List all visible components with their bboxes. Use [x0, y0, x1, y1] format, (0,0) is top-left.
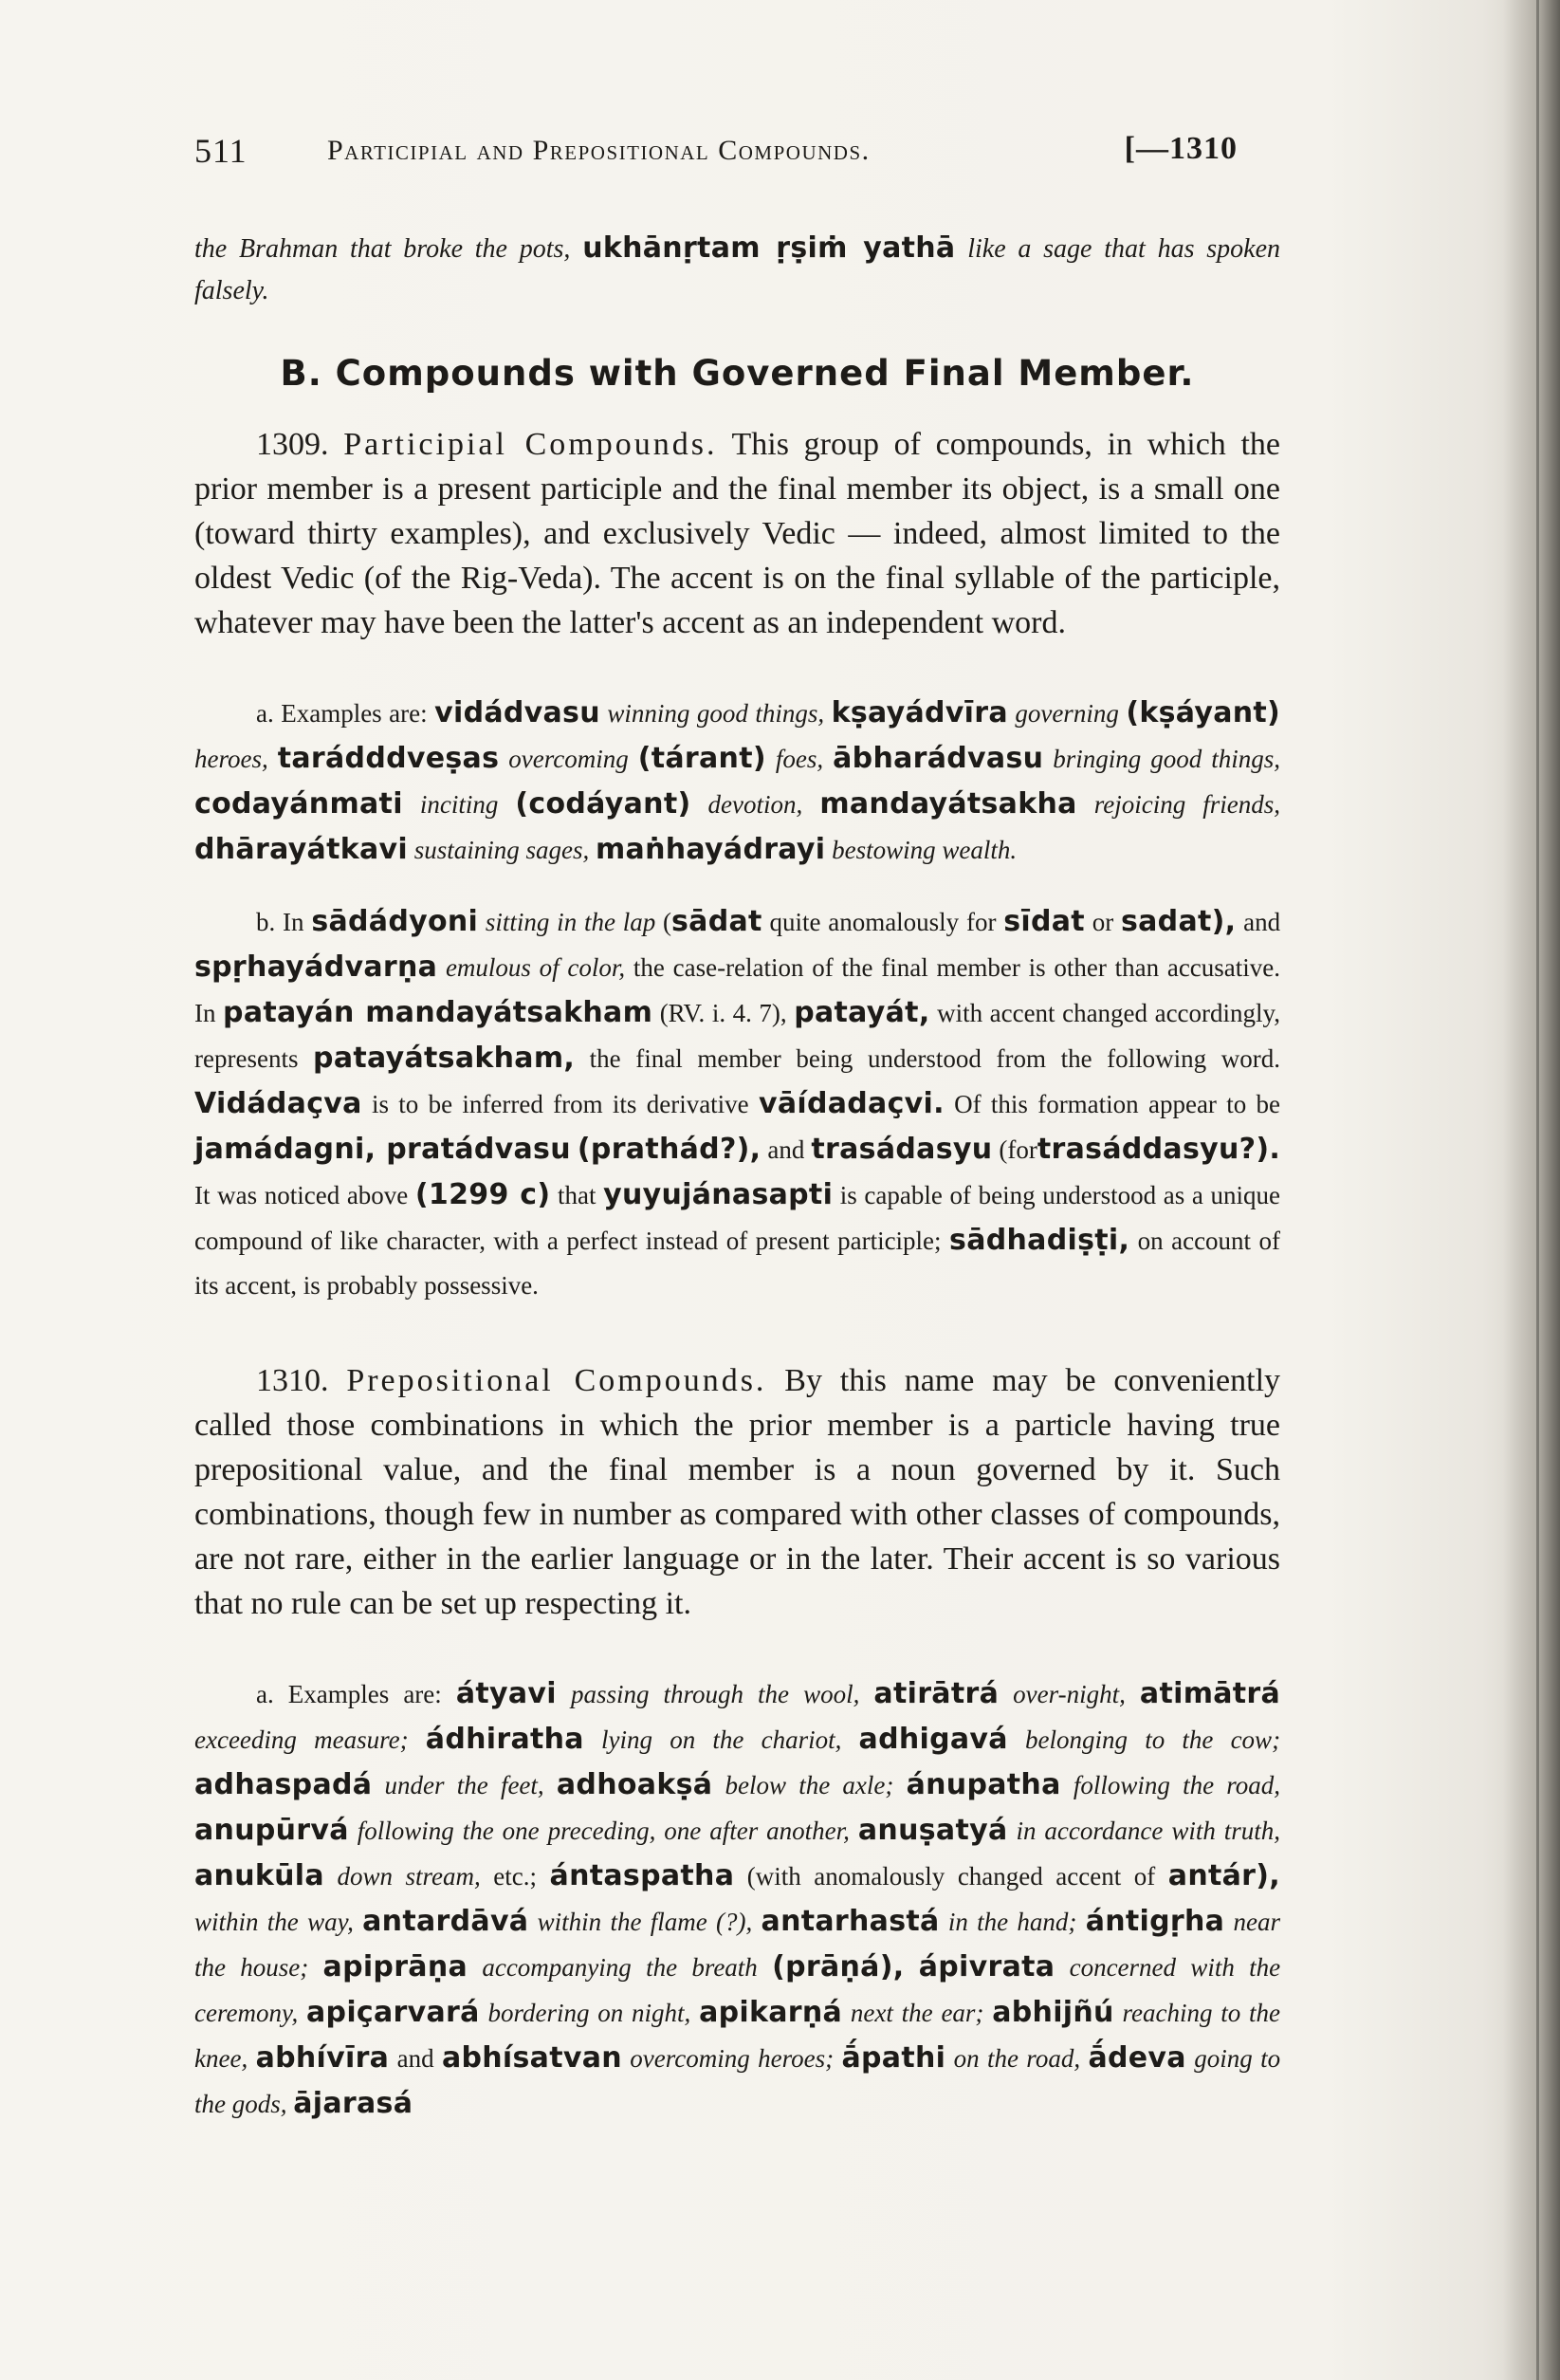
sanskrit-term: (prathád?),: [577, 1133, 762, 1166]
text-run: (: [663, 908, 671, 936]
example-gloss: reaching to the knee,: [194, 1999, 1281, 2073]
example-gloss: over-night,: [1013, 1680, 1126, 1708]
text-run: is capable of being understood as a unique compound of like character, with a perfect instead of present participle;: [194, 1181, 1281, 1255]
example-gloss: bordering on night,: [487, 1999, 691, 2027]
example-term: anukūla: [194, 1859, 324, 1892]
example-gloss: devotion,: [707, 790, 803, 819]
example-gloss: governing: [1015, 699, 1119, 728]
sanskrit-term: sādádyoni: [311, 905, 479, 938]
text-run: and: [396, 2044, 434, 2073]
example-term: ā́deva: [1088, 2041, 1186, 2075]
intro-translation-2: like a sage that has spoken falsely.: [194, 234, 1280, 305]
example-gloss: winning good things,: [607, 699, 825, 728]
example-term: (kṣáyant): [1126, 696, 1281, 729]
example-term: (prāṇá),: [772, 1950, 905, 1983]
example-gloss: in accordance with truth,: [1016, 1817, 1281, 1845]
example-term: ápivrata: [918, 1950, 1055, 1983]
text-run: the case-relation of the final member is other than accusative. In: [194, 953, 1281, 1027]
section-reference: [—1310: [1124, 131, 1238, 166]
text-run: on account of its accent, is probably possessive.: [194, 1227, 1281, 1300]
page-edge-shadow: [1503, 0, 1560, 2380]
example-term: apiçarvará: [306, 1996, 480, 2029]
example-gloss: belonging to the cow;: [1025, 1725, 1281, 1754]
example-term: atimātrá: [1139, 1677, 1281, 1710]
example-term: ánupatha: [906, 1768, 1061, 1801]
example-term: abhijñú: [992, 1996, 1114, 2029]
text-run: It was noticed above: [194, 1181, 409, 1209]
page-header: [194, 131, 1276, 178]
example-term: ádhiratha: [425, 1723, 584, 1756]
example-gloss: below the axle;: [725, 1771, 894, 1799]
example-gloss: bringing good things,: [1053, 745, 1281, 773]
example-term: kṣayádvīra: [831, 696, 1008, 729]
example-gloss: rejoicing friends,: [1093, 790, 1280, 819]
example-gloss: going to the gods,: [194, 2044, 1281, 2118]
text-run: quite anomalously for: [769, 908, 997, 936]
intro-sanskrit: ukhānṛtam ṛṣiṁ yathā: [582, 231, 956, 265]
example-term: ājarasá: [293, 2087, 413, 2120]
text-run: and: [1243, 908, 1281, 936]
example-term: dhārayátkavi: [194, 833, 408, 866]
example-term: adhigavá: [858, 1723, 1008, 1756]
example-term: ántigṛha: [1085, 1905, 1225, 1938]
example-term: vidádvasu: [434, 696, 600, 729]
example-term: atirātrá: [873, 1677, 1000, 1710]
example-gloss: foes,: [775, 745, 824, 773]
example-gloss: overcoming heroes;: [630, 2044, 835, 2073]
section-heading: B. Compounds with Governed Final Member.: [280, 353, 1195, 394]
example-term: tarádddveṣas: [277, 742, 500, 775]
sanskrit-term: yuyujánasapti: [603, 1178, 834, 1211]
example-gloss: heroes,: [194, 745, 268, 773]
running-title: Participial and Prepositional Compounds.: [327, 135, 871, 166]
example-term: abhísatvan: [441, 2041, 622, 2075]
p1309a-label: a.: [256, 699, 274, 728]
example-term: adhaspadá: [194, 1768, 373, 1801]
example-gloss: down stream,: [337, 1862, 481, 1891]
text-run: etc.;: [493, 1862, 537, 1891]
sanskrit-term: sīdat: [1003, 905, 1085, 938]
example-term: abhívīra: [255, 2041, 390, 2075]
gloss: sitting in the lap: [485, 908, 656, 936]
paragraph-1309a: [194, 691, 1280, 873]
example-term: apikarṇá: [699, 1996, 843, 2029]
example-term: codayánmati: [194, 787, 403, 821]
paragraph-1310a: [194, 1671, 1280, 2127]
example-gloss: on the road,: [953, 2044, 1081, 2073]
paragraph-1309-body: This group of compounds, in which the prior member is a present participle and the final member its object, is a small one (toward thirty examples), and exclusively Vedic — indeed, almost limited to the oldest Vedic (of the Rig-Veda). The accent is on the final syllable of the participle, whatever may have been the latter's accent as an independent word.: [194, 427, 1281, 640]
text-run: (with anomalously changed accent of: [746, 1862, 1156, 1891]
example-gloss: under the feet,: [384, 1771, 544, 1799]
sanskrit-term: sādhadiṣṭi,: [949, 1224, 1130, 1257]
text-run: and: [767, 1135, 805, 1164]
paragraph-1310-body: By this name may be conveniently called those combinations in which the prior member is a particle having true prepositional value, and the final member is a noun governed by it. Such combinations, though few in number as compared with other classes of compounds, are not rare, either in the earlier language or in the later. Their accent is so various that no rule can be set up respecting it.: [194, 1363, 1281, 1621]
sanskrit-term: trasáddasyu?).: [1037, 1133, 1281, 1166]
example-gloss: within the way,: [194, 1908, 354, 1936]
paragraph-1309-title: Participial Compounds.: [343, 427, 718, 462]
cross-reference: (1299 c): [414, 1178, 551, 1211]
example-term: antarhastá: [761, 1905, 940, 1938]
paragraph-1309: [194, 422, 1280, 645]
paragraph-1309b: [194, 899, 1280, 1308]
gloss: emulous of color,: [445, 953, 626, 982]
example-term: anupūrvá: [194, 1814, 349, 1847]
example-gloss: bestowing wealth.: [832, 836, 1018, 864]
example-gloss: next the ear;: [850, 1999, 984, 2027]
example-term: mandayátsakha: [819, 787, 1077, 821]
example-gloss: in the hand;: [947, 1908, 1077, 1936]
example-gloss: near the house;: [194, 1908, 1281, 1982]
example-gloss: concerned with the ceremony,: [194, 1953, 1281, 2027]
sanskrit-term: patayát,: [794, 996, 930, 1029]
text-run: (for: [999, 1135, 1037, 1164]
example-term: átyavi: [455, 1677, 557, 1710]
text-run: with accent changed accordingly, represents: [194, 999, 1281, 1073]
example-gloss: following the one preceding, one after another,: [357, 1817, 850, 1845]
page-number: 511: [194, 132, 248, 170]
example-gloss: inciting: [419, 790, 499, 819]
example-term: anuṣatyá: [857, 1814, 1008, 1847]
example-term: ā́pathi: [841, 2041, 946, 2075]
sanskrit-term: patayán mandayátsakham: [223, 996, 653, 1029]
example-term: ántaspatha: [549, 1859, 735, 1892]
sanskrit-term: patayátsakham,: [313, 1042, 576, 1075]
example-term: adhoakṣá: [556, 1768, 713, 1801]
sanskrit-term: jamádagni, pratádvasu: [194, 1133, 571, 1166]
p1309b-label: b.: [256, 908, 276, 936]
sanskrit-term: trasádasyu: [811, 1133, 993, 1166]
intro-translation-1: the Brahman that broke the pots,: [194, 234, 571, 264]
binding-line: [1536, 0, 1539, 2380]
example-term: antardāvá: [362, 1905, 529, 1938]
example-gloss: sustaining sages,: [413, 836, 590, 864]
example-gloss: accompanying the breath: [482, 1953, 758, 1982]
paragraph-1310: [194, 1358, 1280, 1626]
sanskrit-term: sādat: [671, 905, 762, 938]
text-run: the final member being understood from the following word.: [589, 1044, 1280, 1073]
example-term: (codáyant): [515, 787, 691, 821]
sanskrit-term: Vidádaçva: [194, 1087, 362, 1120]
example-term: antár),: [1167, 1859, 1280, 1892]
paragraph-1310-title: Prepositional Compounds.: [346, 1363, 767, 1398]
text-run: or: [1092, 908, 1114, 936]
example-gloss: following the road,: [1073, 1771, 1281, 1799]
example-gloss: exceeding measure;: [194, 1725, 409, 1754]
text-run: is to be inferred from its derivative: [372, 1090, 749, 1118]
intro-paragraph: [194, 228, 1280, 312]
sanskrit-term: sadat),: [1120, 905, 1237, 938]
text-run: that: [557, 1181, 596, 1209]
paragraph-1309-number: 1309.: [256, 427, 329, 462]
example-gloss: overcoming: [508, 745, 629, 773]
sanskrit-term: vāídadaçvi.: [758, 1087, 945, 1120]
p1309a-lead: Examples are:: [281, 699, 428, 728]
example-gloss: lying on the chariot,: [601, 1725, 842, 1754]
example-gloss: within the flame (?),: [537, 1908, 753, 1936]
example-gloss: passing through the wool,: [570, 1680, 860, 1708]
example-term: apiprāṇa: [322, 1950, 468, 1983]
text-run: Of this formation appear to be: [954, 1090, 1280, 1118]
text-run: In: [283, 908, 304, 936]
example-term: (tárant): [637, 742, 766, 775]
example-term: ābharádvasu: [833, 742, 1044, 775]
example-term: maṅhayádrayi: [596, 833, 826, 866]
paragraph-1310-number: 1310.: [256, 1363, 329, 1398]
p1310a-label: a.: [256, 1680, 274, 1708]
p1310a-lead: Examples are:: [287, 1680, 442, 1708]
text-run: (RV. i. 4. 7),: [659, 999, 787, 1027]
sanskrit-term: spṛhayádvarṇa: [194, 950, 438, 984]
